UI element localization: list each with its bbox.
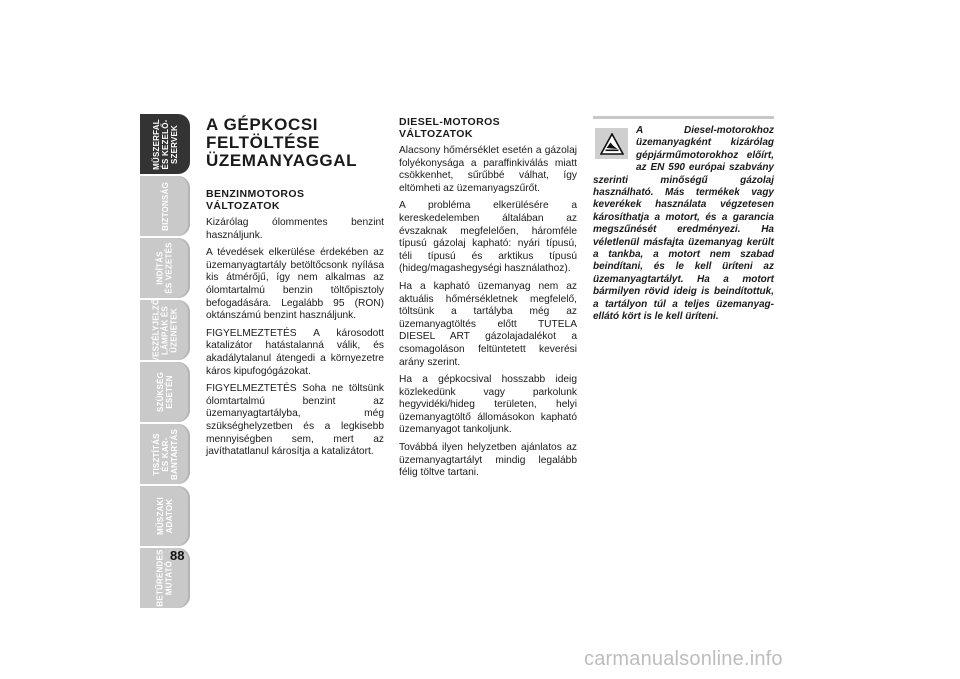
tab-label: BIZTONSÁG: [160, 181, 170, 231]
tab-label: MŰSZAKI ADATOK: [156, 497, 174, 535]
tab-veszelyjelzo[interactable]: [140, 300, 190, 360]
petrol-paragraph: FIGYELMEZTETÉS A károsodott katalizátor hatástalanná válik, és akadálytalanul átengedi a környezetre káros kipufogógázokat.: [206, 327, 384, 377]
tab-szukseg[interactable]: [140, 362, 190, 422]
petrol-paragraph: Kizárólag ólommentes benzint használjunk.: [206, 217, 384, 241]
diesel-paragraph: Ha a gépkocsival hosszabb ideig közlekedünk vagy parkolunk hegyvidéki/hideg területen, helyi üzemanyagtöltő állomásokon kapható üzemanyagot tankoljunk.: [399, 374, 577, 436]
tab-muszerfal[interactable]: [140, 114, 190, 174]
diesel-paragraph: Ha a kapható üzemanyag nem az aktuális hőmérsékletnek megfelelő, töltsünk a tartályba még az üzemanyagtöltés előtt TUTELA DIESEL ART gázolajadalékot a csomagoláson feltüntetett keverési arány szerint.: [399, 280, 577, 368]
tab-label: TISZTÍTÁS ÉS KAR- BANTARTÁS: [151, 428, 179, 480]
column-petrol: [206, 116, 384, 464]
tab-label: INDÍTÁS ÉS VEZETÉS: [156, 242, 175, 294]
tab-label: BETŰRENDES MUTATÓ: [156, 549, 174, 607]
diesel-heading: DIESEL-MOTOROS VÁLTOZATOK: [399, 116, 501, 140]
petrol-heading: BENZINMOTOROS VÁLTOZATOK: [206, 188, 305, 212]
page-number: 88: [170, 548, 185, 563]
page-title: A GÉPKOCSI FELTÖLTÉSE ÜZEMANYAGGAL: [206, 115, 358, 170]
warning-box: [593, 116, 774, 324]
column-diesel: [399, 116, 577, 485]
diesel-paragraph: Alacsony hőmérséklet esetén a gázolaj folyékonysága a paraffinkiválás miatt csökkenhet, sűrűbbé válhat, így eltömheti az üzemanyagszűrőt.: [399, 145, 577, 194]
tab-label: MŰSZERFAL ÉS KEZELŐ- SZERVEK: [151, 118, 179, 170]
tab-label: SZÜKSÉG ESETÉN: [155, 371, 174, 413]
tab-inditas[interactable]: [140, 238, 190, 298]
watermark: carmanualsonline.info: [584, 648, 783, 670]
tab-muszaki[interactable]: [140, 486, 190, 546]
petrol-paragraph: FIGYELMEZTETÉS Soha ne töltsünk ólomtartalmú benzint az üzemanyagtartályba, még szükséghelyzetben és a legkisebb mennyiségben sem, mert az javíthatatlanul károsítja a katalizátort.: [206, 383, 384, 458]
warning-text: A Diesel-motorokhoz üzemanyagként kizárólag gépjárműmotorokhoz előírt, az EN 590 európai szabvány szerinti minőségű gázolaj használható. Más termékek vagy keverékek használata végzetesen károsíthatja a motort, és a garancia megszűnését eredményezi. Ha véletlenül másfajta üzemanyag került a tankba, a motort nem szabad beindítani, és le kell üríteni az üzemanyagtartályt. Ha a motort bármilyen rövid ideig is beindítottuk, a tartályon túl a teljes üzemanyag-ellátó kört is le kell üríteni.: [593, 125, 774, 323]
diesel-paragraph: Továbbá ilyen helyzetben ajánlatos az üzemanyagtartályt mindig legalább félig töltve tartani.: [399, 442, 577, 479]
tab-biztonsag[interactable]: [140, 176, 190, 236]
diesel-paragraph: A probléma elkerülésére a kereskedelemben általában az évszaknak megfelelően, háromféle típusú gázolaj kapható: nyári típusú, téli típusú és arktikus típusú (hideg/magashegységi használathoz).: [399, 200, 577, 275]
warning-triangle-icon: [595, 128, 628, 159]
tab-tisztitas[interactable]: [140, 424, 190, 484]
petrol-paragraph: A tévedések elkerülése érdekében az üzemanyagtartály betöltőcsonk nyílása kis átmérőjű, így nem alkalmas az ólomtartalmú benzin töltőpisztoly befogadására. Legalább 95 (RON) oktánszámú benzint használjunk.: [206, 247, 384, 322]
tab-label: VESZÉLYJELZŐ LÁMPÁK ÉS ÜZENETEK: [151, 298, 179, 362]
